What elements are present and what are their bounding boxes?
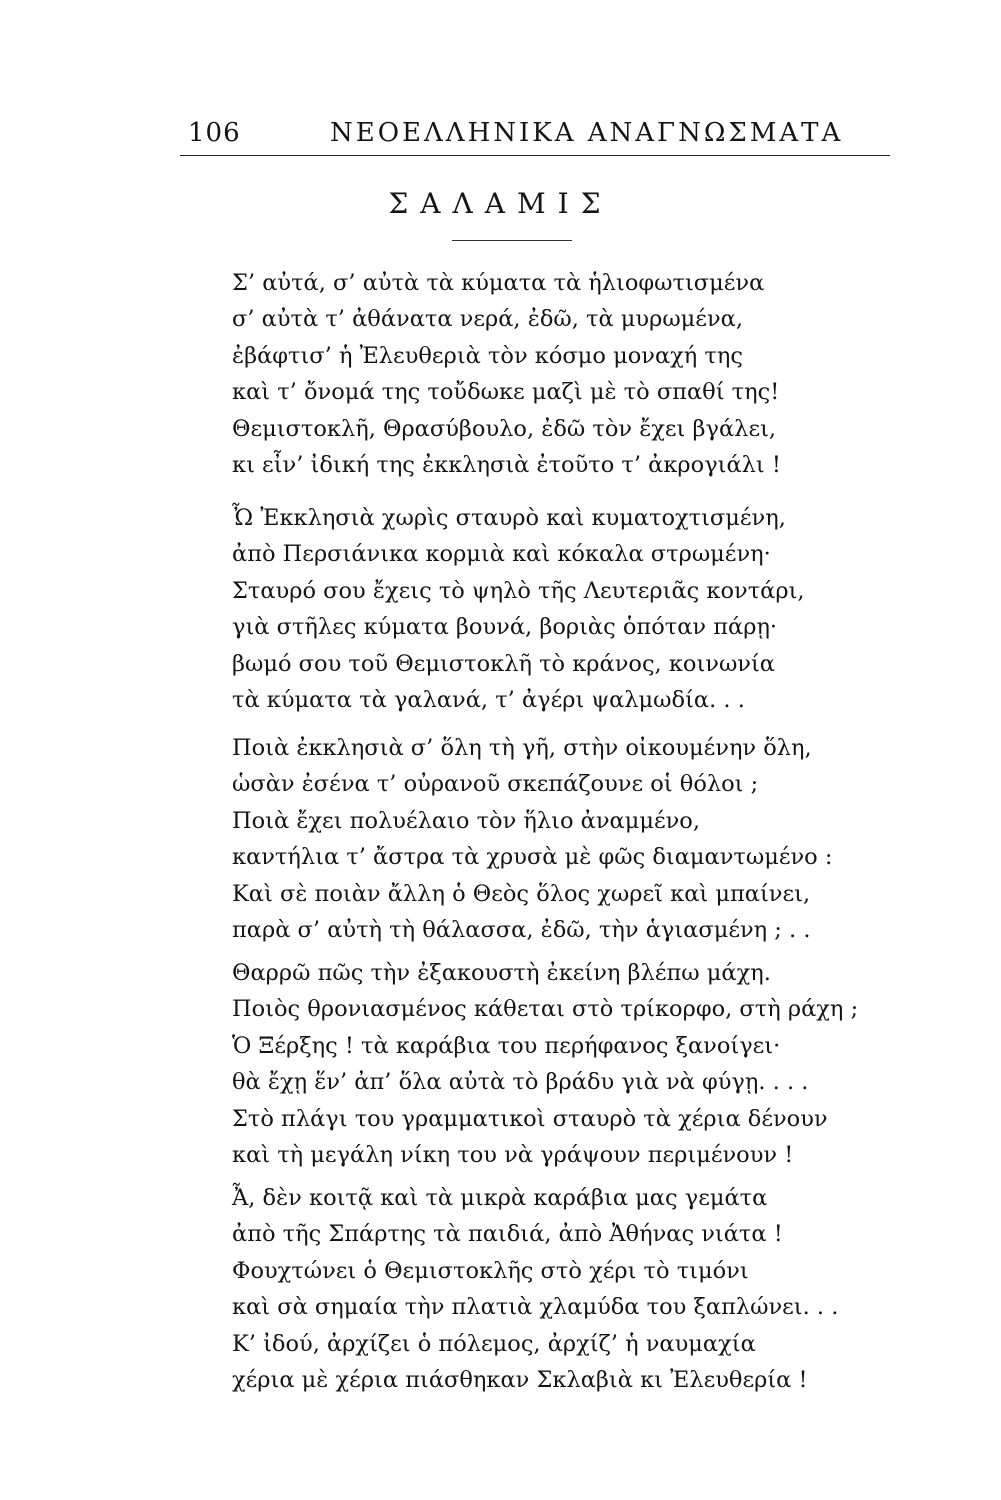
poem-line: καὶ τ’ ὄνομά της τοὔδωκε μαζὶ μὲ τὸ σπαθί της! (232, 379, 780, 406)
poem-line: ἀπὸ τῆς Σπάρτης τὰ παιδιά, ἀπὸ Ἀθήνας νιάτα ! (232, 1221, 783, 1248)
poem-line: καντήλια τ’ ἄστρα τὰ χρυσὰ μὲ φῶς διαμαντωμένο : (232, 844, 833, 871)
stanza-1 (232, 265, 852, 483)
running-title: ΝΕΟΕΛΛΗΝΙΚΑ ΑΝΑΓΝΩΣΜΑΤΑ (330, 118, 844, 148)
poem-line: θὰ ἔχῃ ἕν’ ἀπ’ ὅλα αὐτὰ τὸ βράδυ γιὰ νὰ φύγῃ. . . . (232, 1069, 809, 1096)
poem-line: Καὶ σὲ ποιὰν ἄλλη ὁ Θεὸς ὅλος χωρεῖ καὶ μπαίνει, (232, 880, 811, 907)
title-divider (452, 240, 572, 241)
stanza-5 (232, 1180, 852, 1398)
poem-line: ἀπὸ Περσιάνικα κορμιὰ καὶ κόκαλα στρωμένη· (232, 541, 771, 568)
poem-line: τὰ κύματα τὰ γαλανά, τ’ ἀγέρι ψαλμωδία. . . (232, 687, 745, 714)
poem-line: ὡσὰν ἐσένα τ’ οὐρανοῦ σκεπάζουνε οἱ θόλοι ; (232, 771, 759, 798)
poem-line: παρὰ σ’ αὐτὴ τὴ θάλασσα, ἐδῶ, τὴν ἁγιασμένη ; . . (232, 917, 811, 944)
poem-line: καὶ τὴ μεγάλη νίκη του νὰ γράψουν περιμένουν ! (232, 1142, 794, 1169)
poem-line: βωμό σου τοῦ Θεμιστοκλῆ τὸ κράνος, κοινωνία (232, 650, 775, 677)
poem-line: κι εἶν’ ἰδική της ἐκκλησιὰ ἐτοῦτο τ’ ἀκρογιάλι ! (232, 452, 781, 479)
poem-line: Ποιὰ ἔχει πολυέλαιο τὸν ἥλιο ἀναμμένο, (232, 807, 701, 834)
stanza-4 (232, 955, 859, 1173)
poem-title: ΣΑΛΑΜΙΣ (388, 187, 613, 220)
poem-line: σ’ αὐτὰ τ’ ἀθάνατα νερά, ἐδῶ, τὰ μυρωμένα, (232, 306, 743, 333)
poem-line: Θεμιστοκλῆ, Θρασύβουλο, ἐδῶ τὸν ἔχει βγάλει, (232, 415, 777, 442)
poem-line: καὶ σὰ σημαία τὴν πλατιὰ χλαμύδα του ξαπλώνει. . . (232, 1294, 839, 1321)
poem-line: Ποιὰ ἐκκλησιὰ σ’ ὅλη τὴ γῆ, στὴν οἰκουμένην ὅλη, (232, 735, 812, 761)
poem-line: Ὦ Ἐκκλησιὰ χωρὶς σταυρὸ καὶ κυματοχτισμένη, (232, 505, 786, 531)
poem-line: Θαρρῶ πῶς τὴν ἐξακουστὴ ἐκείνη βλέπω μάχη. (232, 960, 771, 986)
page-header (180, 118, 880, 154)
poem-line: Ποιὸς θρονιασμένος κάθεται στὸ τρίκορφο, στὴ ράχη ; (232, 996, 859, 1023)
poem-line: χέρια μὲ χέρια πιάσθηκαν Σκλαβιὰ κι Ἐλευθερία ! (232, 1367, 808, 1394)
header-divider (180, 155, 890, 156)
poem-line: ἐβάφτισ’ ἡ Ἐλευθεριὰ τὸν κόσμο μοναχή της (232, 342, 743, 369)
poem-line: Ὁ Ξέρξης ! τὰ καράβια του περήφανος ξανοίγει· (232, 1032, 781, 1059)
page-number: 106 (188, 118, 241, 148)
poem-line: Στὸ πλάγι του γραμματικοὶ σταυρὸ τὰ χέρια δένουν (232, 1105, 828, 1132)
poem-line: Φουχτώνει ὁ Θεμιστοκλῆς στὸ χέρι τὸ τιμόνι (232, 1257, 749, 1284)
poem-line: Σταυρό σου ἔχεις τὸ ψηλὸ τῆς Λευτεριᾶς κοντάρι, (232, 577, 805, 604)
poem-line: γιὰ στῆλες κύματα βουνά, βοριὰς ὁπόταν πάρῃ· (232, 614, 778, 641)
stanza-2 (232, 500, 852, 718)
poem-line: Κ’ ἰδού, ἀρχίζει ὁ πόλεμος, ἀρχίζ’ ἡ ναυμαχία (232, 1330, 756, 1357)
poem-line: Σ’ αὐτά, σ’ αὐτὰ τὰ κύματα τὰ ἡλιοφωτισμένα (232, 270, 765, 296)
poem-line: Ἆ, δὲν κοιτᾷ καὶ τὰ μικρὰ καράβια μας γεμάτα (232, 1185, 768, 1211)
stanza-3 (232, 730, 852, 948)
